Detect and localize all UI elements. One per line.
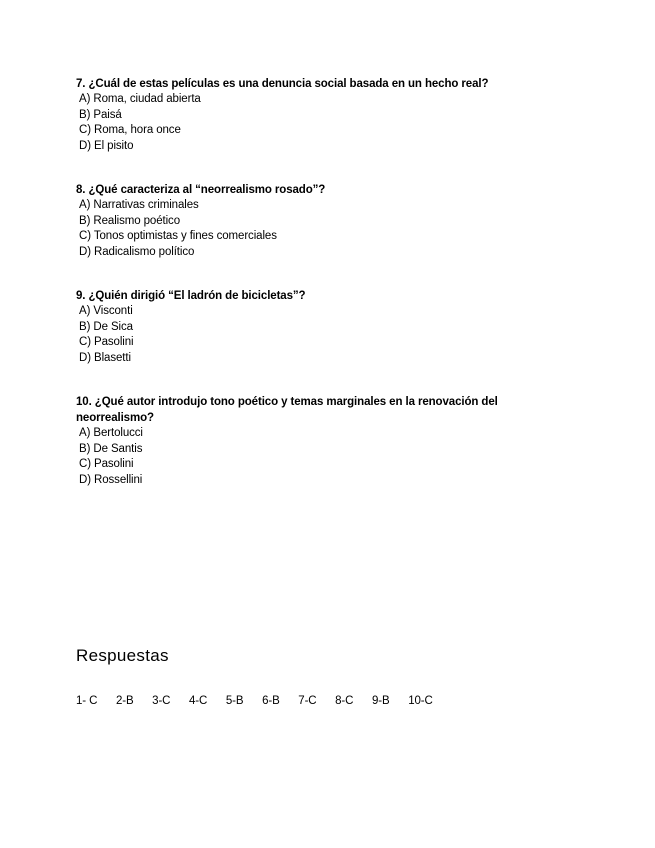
option-c: C) Pasolini <box>79 336 134 349</box>
question-title: 8. ¿Qué caracteriza al “neorrealismo rosado”? <box>76 184 326 196</box>
option-d: D) Blasetti <box>79 351 131 364</box>
answer-item: 3-C <box>152 695 171 707</box>
answer-item: 1- C <box>76 695 98 707</box>
option-list <box>76 304 546 366</box>
option-b: B) Realismo poético <box>79 214 181 227</box>
answers-heading: Respuestas <box>76 646 169 665</box>
option-list <box>76 426 546 488</box>
question-10 <box>76 394 546 488</box>
option-c: C) Pasolini <box>79 458 134 471</box>
option-c: C) Roma, hora once <box>79 124 181 137</box>
option-a: A) Visconti <box>79 305 133 317</box>
option-d: D) El pisito <box>79 139 134 152</box>
question-title: 7. ¿Cuál de estas películas es una denuncia social basada en un hecho real? <box>76 78 489 90</box>
option-d: D) Rossellini <box>79 473 143 486</box>
answer-item: 4-C <box>189 695 208 707</box>
question-title: 9. ¿Quién dirigió “El ladrón de bicicletas”? <box>76 290 306 302</box>
answer-item: 8-C <box>335 695 354 707</box>
option-list <box>76 198 546 260</box>
option-b: B) Paisá <box>79 108 122 121</box>
answer-item: 7-C <box>298 695 317 707</box>
option-a: A) Narrativas criminales <box>79 199 199 211</box>
option-b: B) De Santis <box>79 442 143 455</box>
question-title: 10. ¿Qué autor introdujo tono poético y temas marginales en la renovación del neorrealismo? <box>76 396 498 424</box>
question-7 <box>76 76 546 154</box>
option-a: A) Bertolucci <box>79 427 143 439</box>
option-d: D) Radicalismo político <box>79 245 195 258</box>
answer-item: 6-B <box>262 695 280 707</box>
question-8 <box>76 182 546 260</box>
answer-item: 9-B <box>371 695 390 707</box>
question-9 <box>76 288 546 366</box>
answer-item: 2-B <box>115 695 134 707</box>
option-c: C) Tonos optimistas y fines comerciales <box>79 230 277 243</box>
option-a: A) Roma, ciudad abierta <box>79 93 201 105</box>
answers-row <box>76 695 448 707</box>
option-b: B) De Sica <box>79 320 133 333</box>
answer-item: 5-B <box>225 695 244 707</box>
option-list <box>76 92 546 154</box>
answer-item: 10-C <box>408 695 433 707</box>
